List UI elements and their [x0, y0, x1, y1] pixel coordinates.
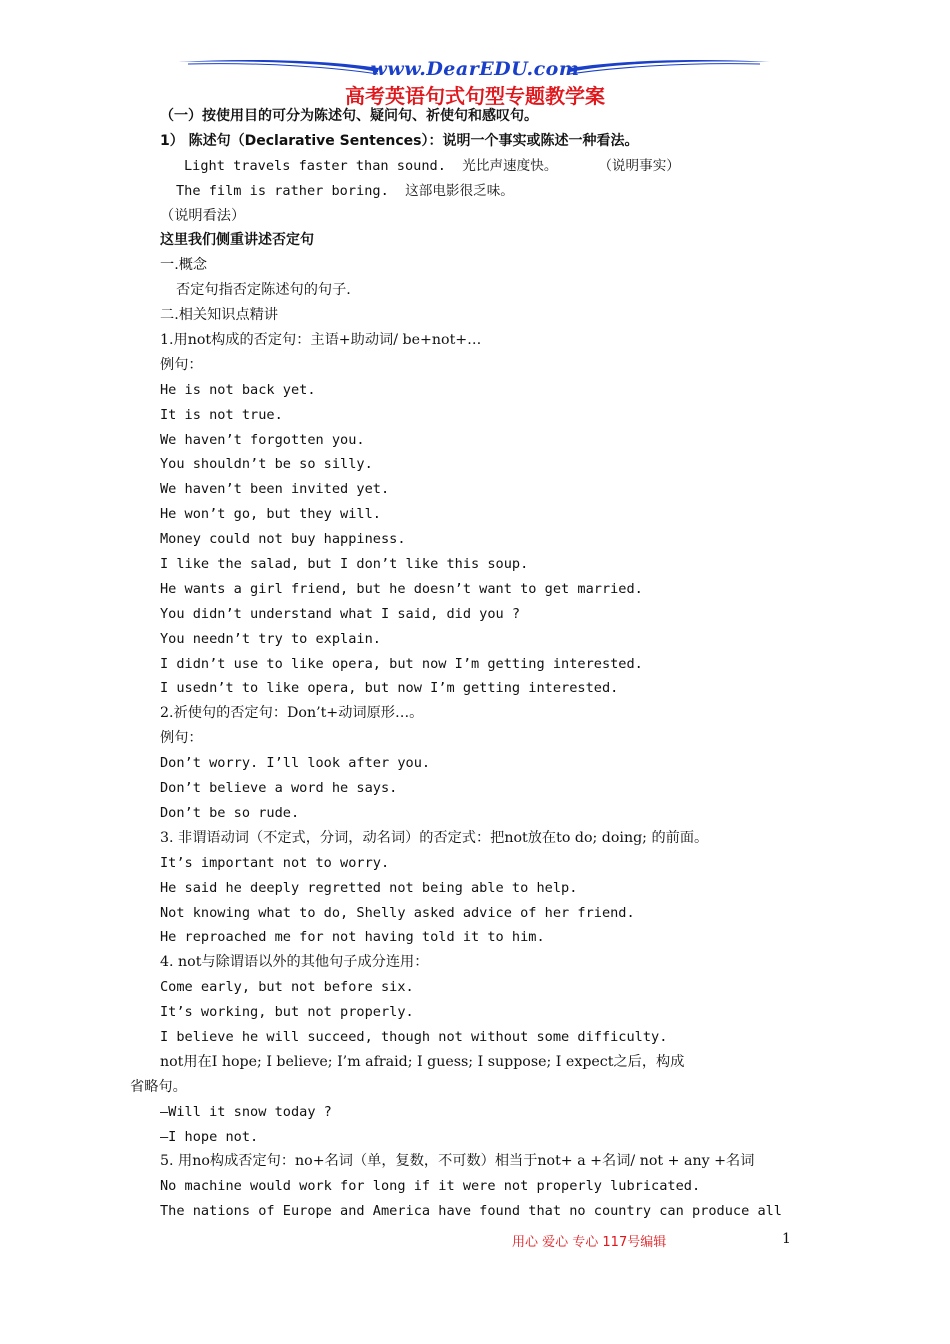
example-line: Money could not buy happiness. [160, 531, 406, 548]
example-line: I usedn’t to like opera, but now I’m getting interested. [160, 680, 619, 697]
example-line: It’s important not to worry. [160, 854, 390, 871]
page-title: 高考英语句式句型专题教学案 [345, 84, 605, 108]
section-heading: （一）按使用目的可分为陈述句、疑问句、祈使句和感叹句。 [160, 108, 538, 124]
text-line: 一.概念 [160, 257, 208, 274]
example-line: You shouldn’t be so silly. [160, 456, 373, 473]
example-line: Don’t worry. I’ll look after you. [160, 755, 431, 772]
example-line: You needn’t try to explain. [160, 630, 381, 647]
example-line: Don’t be so rude. [160, 804, 300, 821]
example-line: We haven’t forgotten you. [160, 431, 365, 448]
example-line: He won’t go, but they will. [160, 506, 381, 523]
text-line: 否定句指否定陈述句的句子. [176, 282, 351, 299]
text-line: 4. not与除谓语以外的其他句子成分连用： [160, 954, 429, 971]
text-line: 例句： [160, 730, 203, 747]
example-line: The nations of Europe and America have found that no country can produce all [160, 1203, 782, 1220]
example-line: He wants a girl friend, but he doesn’t want to get married. [160, 580, 643, 597]
example-line: Light travels faster than sound. 光比声速度快。 （说明事实） [184, 157, 680, 174]
document-body [130, 104, 830, 1224]
text-line: 2.祈使句的否定句：Don’t+动词原形…。 [160, 705, 424, 722]
text-line: 二.相关知识点精讲 [160, 307, 279, 324]
site-logo-text: www.DearEDU.com [370, 58, 580, 80]
text-line: not用在I hope; I believe; I’m afraid; I guess; I suppose; I expect之后，构成 [160, 1053, 685, 1070]
example-line: Not knowing what to do, Shelly asked advice of her friend. [160, 904, 635, 921]
example-line: I believe he will succeed, though not without some difficulty. [160, 1028, 668, 1045]
text-line: （说明看法） [160, 207, 246, 224]
text-line: 例句： [160, 356, 203, 373]
text-line: 1.用not构成的否定句：主语+助动词/ be+not+… [160, 332, 482, 349]
page-number: 1 [782, 1231, 791, 1247]
subsection-heading: 1） 陈述句（Declarative Sentences）：说明一个事实或陈述一种看法。 [160, 132, 639, 149]
example-line: He is not back yet. [160, 381, 316, 398]
example-line: No machine would work for long if it were not properly lubricated. [160, 1178, 701, 1195]
example-line: It’s working, but not properly. [160, 1004, 414, 1021]
example-line: I like the salad, but I don’t like this soup. [160, 556, 529, 573]
example-line: He said he deeply regretted not being able to help. [160, 879, 578, 896]
example-line: —Will it snow today ? [160, 1103, 332, 1120]
example-line: The film is rather boring. 这部电影很乏味。 [176, 182, 514, 199]
example-line: —I hope not. [160, 1128, 259, 1145]
example-line: I didn’t use to like opera, but now I’m getting interested. [160, 655, 643, 672]
footer-text: 用心 爱心 专心 117号编辑 [512, 1235, 667, 1250]
example-line: He reproached me for not having told it to him. [160, 929, 545, 946]
example-line: You didn’t understand what I said, did you ? [160, 605, 521, 622]
example-line: Come early, but not before six. [160, 979, 414, 996]
text-line: 5. 用no构成否定句：no+名词（单，复数，不可数）相当于not+ a +名词/ not + any +名词 [160, 1153, 755, 1170]
text-line: 3. 非谓语动词（不定式，分词，动名词）的否定式：把not放在to do; doing; 的前面。 [160, 829, 709, 846]
text-line: 省略句。 [130, 1078, 187, 1095]
subsection-heading: 这里我们侧重讲述否定句 [160, 232, 314, 249]
example-line: It is not true. [160, 406, 283, 423]
example-line: We haven’t been invited yet. [160, 481, 390, 498]
example-line: Don’t believe a word he says. [160, 780, 398, 797]
